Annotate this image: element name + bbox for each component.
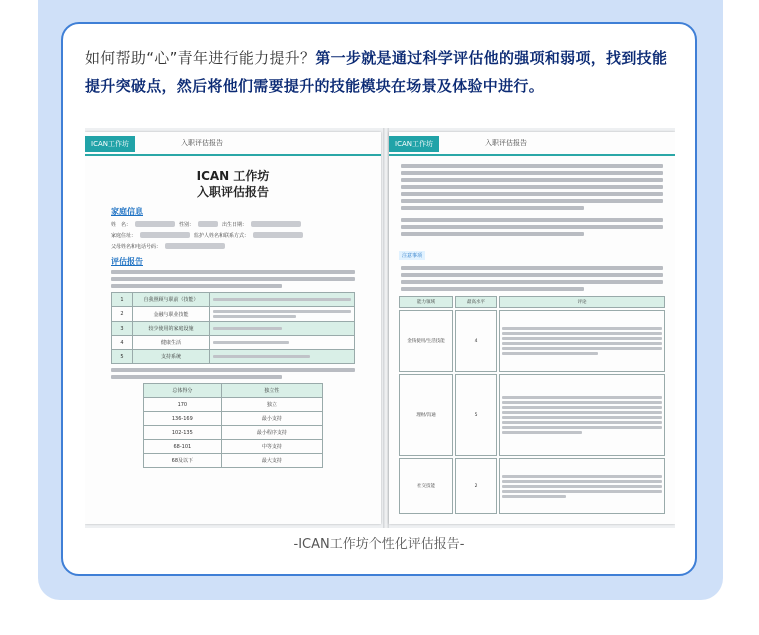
field-row-name [111,220,355,228]
field-row-parents [111,242,355,250]
cell-skill: 支持系统 [133,350,210,364]
intro-paragraph [85,44,680,100]
score-table [143,383,323,468]
section-family-info: 家庭信息 [111,207,143,216]
field-address-label: 家庭住址： [111,232,137,239]
ability-header: 能力领域 [399,296,453,308]
notes-text-block [401,218,663,236]
section-assessment: 评估报告 [111,257,143,266]
cell-skill: 健康生活 [133,336,210,350]
ability-level: 5 [455,374,497,456]
cell-no: 2 [112,307,133,322]
cell-no: 5 [112,350,133,364]
cell-no: 4 [112,336,133,350]
score-header: 总体得分 [144,384,222,398]
ability-area: 社交技能 [399,458,453,514]
skills-table [111,292,355,364]
field-parent-label: 父母姓名和电话号码： [111,243,162,250]
ability-level: 4 [455,310,497,372]
cell-skill: 较少使用的家庭设施 [133,322,210,336]
redacted-value [251,221,301,227]
intro-emphasis: 第一步就是通过科学评估他的强项和弱项，找到技能提升突破点，然后将他们需要提升的技能模块在场景及体验中进行。 [85,49,668,95]
field-dob-label: 出生日期： [222,221,248,228]
image-caption: -ICAN工作坊个性化评估报告- [293,537,465,552]
score-range: 136-169 [144,412,222,426]
report-title-line2: 入职评估报告 [196,185,269,199]
redacted-value [165,243,225,249]
cell-skill: 金融与职业技能 [133,307,210,322]
report-page-right [389,132,675,524]
notes-detail [401,266,663,291]
score-range: 102-135 [144,426,222,440]
report-title [85,168,381,200]
score-range: 170 [144,398,222,412]
score-level: 最大支持 [221,454,322,468]
field-row-address [111,231,355,239]
ability-level: 2 [455,458,497,514]
score-range: 68及以下 [144,454,222,468]
score-level: 独立 [221,398,322,412]
notes-tag: 注意事项 [399,251,425,260]
score-level: 最小程序支持 [221,426,322,440]
score-header: 独立性 [221,384,322,398]
ability-area: 理财/沟通 [399,374,453,456]
report-title-line1: ICAN 工作坊 [196,169,270,183]
ability-header: 最高水平 [455,296,497,308]
ability-table [397,294,667,516]
field-gender-label: 性别： [179,221,195,228]
report-image [85,128,675,528]
score-range: 68-101 [144,440,222,454]
score-level: 最小支持 [221,412,322,426]
cell-skill: 自我照顾与职前（技能） [133,293,210,307]
intro-text-block [401,164,663,210]
cell-no: 1 [112,293,133,307]
redacted-value [140,232,190,238]
field-guardian-label: 监护人姓名和联系方式： [194,232,250,239]
page-header [389,132,675,156]
redacted-value [135,221,175,227]
field-name-label: 姓 名： [111,221,132,228]
header-title: 入职评估报告 [181,139,223,147]
summary-paragraph [111,368,355,379]
report-page-left [85,132,381,524]
header-title: 入职评估报告 [485,139,527,147]
score-level: 中等支持 [221,440,322,454]
ability-header: 评论 [499,296,665,308]
cell-no: 3 [112,322,133,336]
brand-label: ICAN工作坊 [85,136,135,152]
ability-area: 金钱使用/生活技能 [399,310,453,372]
brand-label: ICAN工作坊 [389,136,439,152]
page-header [85,132,381,156]
redacted-value [253,232,303,238]
intro-question: 如何帮助“心”青年进行能力提升？ [85,49,316,67]
assessment-paragraph [111,270,355,288]
redacted-value [198,221,218,227]
